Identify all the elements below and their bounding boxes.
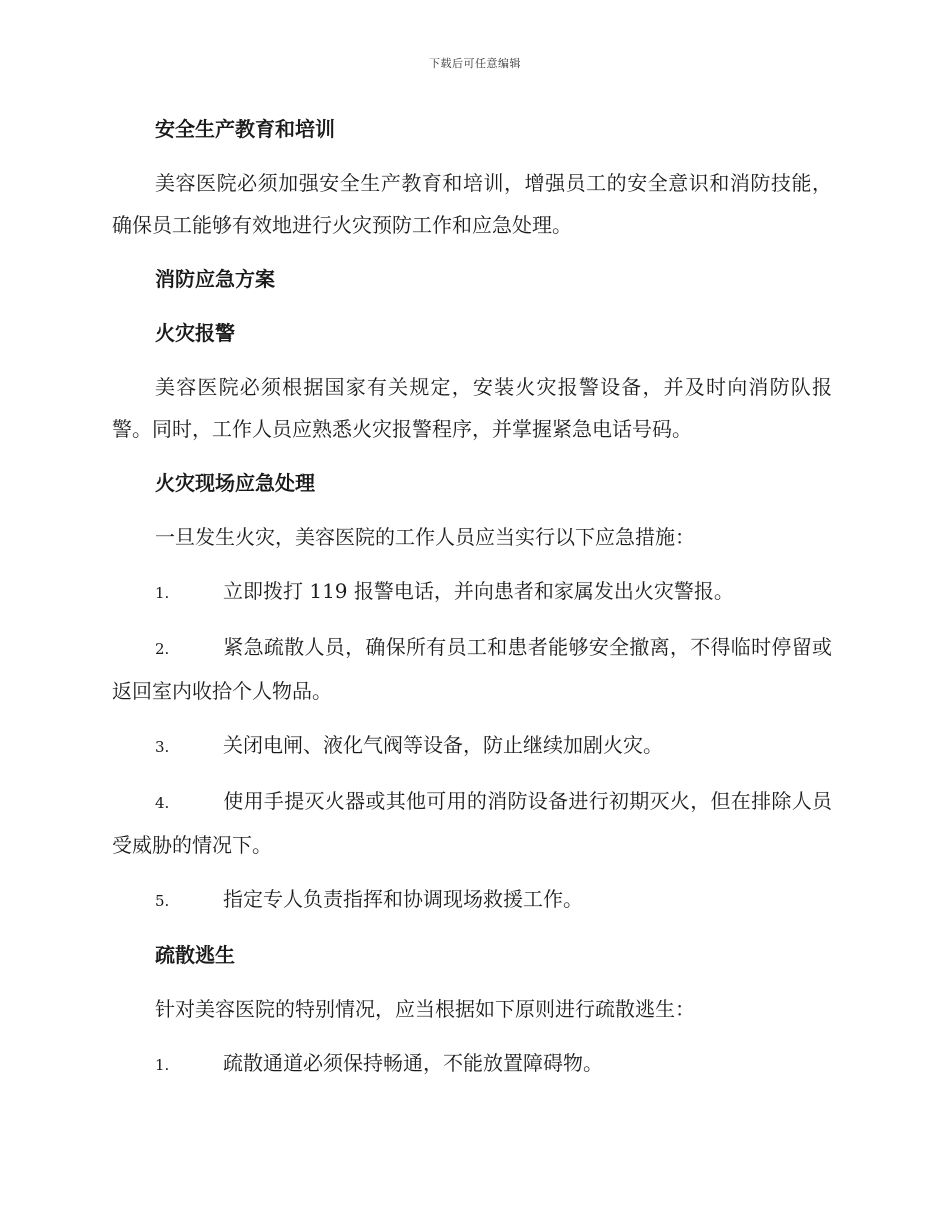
section-heading-training: 安全生产教育和培训 bbox=[155, 117, 335, 141]
section-heading-alarm: 火灾报警 bbox=[155, 321, 235, 345]
list-item-text: 指定专人负责指挥和协调现场救援工作。 bbox=[223, 887, 583, 911]
page-header-note: 下载后可任意编辑 bbox=[429, 57, 521, 70]
list-item bbox=[112, 626, 832, 712]
list-item-text: 使用手提灭火器或其他可用的消防设备进行初期灭火，但在排除人员受威胁的情况下。 bbox=[112, 789, 832, 857]
list-item-number: 3. bbox=[155, 738, 170, 756]
list-item bbox=[112, 1042, 832, 1086]
list-item-number: 2. bbox=[155, 640, 170, 658]
list-item-number: 5. bbox=[155, 892, 170, 910]
list-item bbox=[112, 724, 832, 768]
section-heading-plan: 消防应急方案 bbox=[155, 267, 275, 291]
list-item-text: 立即拨打 119 报警电话，并向患者和家属发出火灾警报。 bbox=[223, 579, 734, 603]
list-item bbox=[112, 780, 832, 866]
paragraph-evacuation-intro: 针对美容医院的特别情况，应当根据如下原则进行疏散逃生： bbox=[155, 997, 695, 1021]
list-item-number: 1. bbox=[155, 1056, 170, 1074]
list-item-number: 1. bbox=[155, 584, 170, 602]
list-item-number: 4. bbox=[155, 794, 170, 812]
section-heading-onsite: 火灾现场应急处理 bbox=[155, 471, 315, 495]
list-item-text: 紧急疏散人员，确保所有员工和患者能够安全撤离，不得临时停留或返回室内收拾个人物品。 bbox=[112, 635, 832, 703]
list-item bbox=[112, 570, 832, 614]
list-item bbox=[112, 878, 832, 922]
paragraph-training: 美容医院必须加强安全生产教育和培训，增强员工的安全意识和消防技能，确保员工能够有效地进行火灾预防工作和应急处理。 bbox=[112, 171, 832, 237]
list-item-text: 关闭电闸、液化气阀等设备，防止继续加剧火灾。 bbox=[223, 733, 663, 757]
section-heading-evacuation: 疏散逃生 bbox=[155, 943, 235, 967]
list-item-text: 疏散通道必须保持畅通，不能放置障碍物。 bbox=[223, 1051, 603, 1075]
paragraph-onsite-intro: 一旦发生火灾，美容医院的工作人员应当实行以下应急措施： bbox=[155, 525, 695, 549]
paragraph-alarm: 美容医院必须根据国家有关规定，安装火灾报警设备，并及时向消防队报警。同时，工作人员应熟悉火灾报警程序，并掌握紧急电话号码。 bbox=[112, 375, 832, 441]
document-body bbox=[112, 108, 832, 1098]
